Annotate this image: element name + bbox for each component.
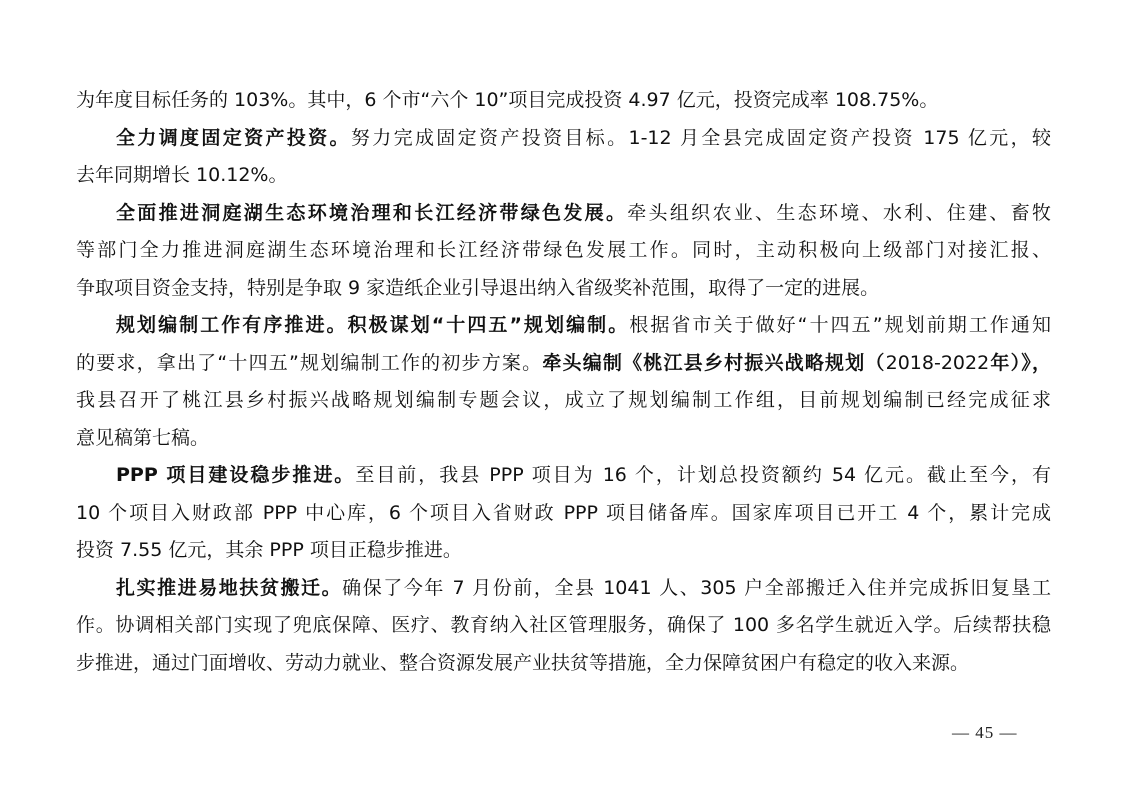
body-text: 的要求，拿出了“十四五”规划编制工作的初步方案。 xyxy=(76,351,543,374)
body-text: 等部门全力推进洞庭湖生态环境治理和长江经济带绿色发展工作。同时，主动积极向上级部门对接汇报、 xyxy=(76,239,1051,261)
body-text: 努力完成固定资产投资目标。1-12 月全县完成固定资产投资 175 亿元，较 xyxy=(350,126,1051,149)
paragraph-line xyxy=(76,82,1051,120)
year-range: 2018-2022 xyxy=(885,351,990,374)
paragraph-line xyxy=(76,195,1051,233)
body-text: 确保了今年 7 月份前，全县 1041 人、305 户全部搬迁入住并完成拆旧复垦工 xyxy=(342,576,1051,599)
paragraph-heading: 全力调度固定资产投资。 xyxy=(116,126,351,149)
body-text: 意见稿第七稿。 xyxy=(76,426,210,449)
paragraph-heading: 扎实推进易地扶贫搬迁。 xyxy=(116,576,343,599)
body-text: 10 个项目入财政部 PPP 中心库，6 个项目入省财政 PPP 项目储备库。国家库项目已开工 4 个，累计完成 xyxy=(76,501,1051,524)
body-text: 争取项目资金支持，特别是争取 9 家造纸企业引导退出纳入省级奖补范围，取得了一定的进展。 xyxy=(76,276,880,299)
paragraph-line xyxy=(76,645,1051,683)
paragraph-line xyxy=(76,532,1051,570)
body-text: 为年度目标任务的 103%。其中，6 个市“六个 10”项目完成投资 4.97 亿元，投资完成率 108.75%。 xyxy=(76,89,939,111)
paragraph-line xyxy=(76,157,1051,195)
body-text: 至目前，我县 PPP 项目为 16 个，计划总投资额约 54 亿元。截止至今，有 xyxy=(355,464,1051,486)
paragraph-heading: 全面推进洞庭湖生态环境治理和长江经济带绿色发展。 xyxy=(116,201,628,224)
paragraph-line xyxy=(76,457,1051,495)
body-text: 牵头组织农业、生态环境、水利、住建、畜牧 xyxy=(627,201,1051,224)
body-text: 步推进，通过门面增收、劳动力就业、整合资源发展产业扶贫等措施，全力保障贫困户有稳定的收入来源。 xyxy=(76,651,970,674)
paragraph-line xyxy=(76,420,1051,458)
paragraph-line xyxy=(76,382,1051,420)
emphasis-text: 年）》， xyxy=(989,351,1051,374)
paragraph-line xyxy=(76,607,1051,645)
paragraph-line xyxy=(76,307,1051,345)
paragraph-line xyxy=(76,120,1051,158)
paragraph-line xyxy=(76,345,1051,383)
paragraph-line xyxy=(76,270,1051,308)
document-page xyxy=(76,82,1051,682)
body-text: 根据省市关于做好“十四五”规划前期工作通知 xyxy=(629,314,1051,336)
body-text: 作。协调相关部门实现了兜底保障、医疗、教育纳入社区管理服务，确保了 100 多名学生就近入学。后续帮扶稳 xyxy=(76,614,1051,636)
paragraph-line xyxy=(76,495,1051,533)
paragraph-heading: PPP 项目建设稳步推进。 xyxy=(116,464,356,486)
paragraph-line xyxy=(76,232,1051,270)
paragraph-line xyxy=(76,570,1051,608)
body-text: 去年同期增长 10.12%。 xyxy=(76,164,288,186)
body-text: 投资 7.55 亿元，其余 PPP 项目正稳步推进。 xyxy=(76,539,462,561)
body-text: 我县召开了桃江县乡村振兴战略规划编制专题会议，成立了规划编制工作组，目前规划编制已经完成征求 xyxy=(76,389,1051,411)
page-number: — 45 — xyxy=(952,723,1018,742)
emphasis-text: 牵头编制《桃江县乡村振兴战略规划（ xyxy=(542,351,886,374)
paragraph-heading: 规划编制工作有序推进。积极谋划“十四五”规划编制。 xyxy=(116,314,630,336)
